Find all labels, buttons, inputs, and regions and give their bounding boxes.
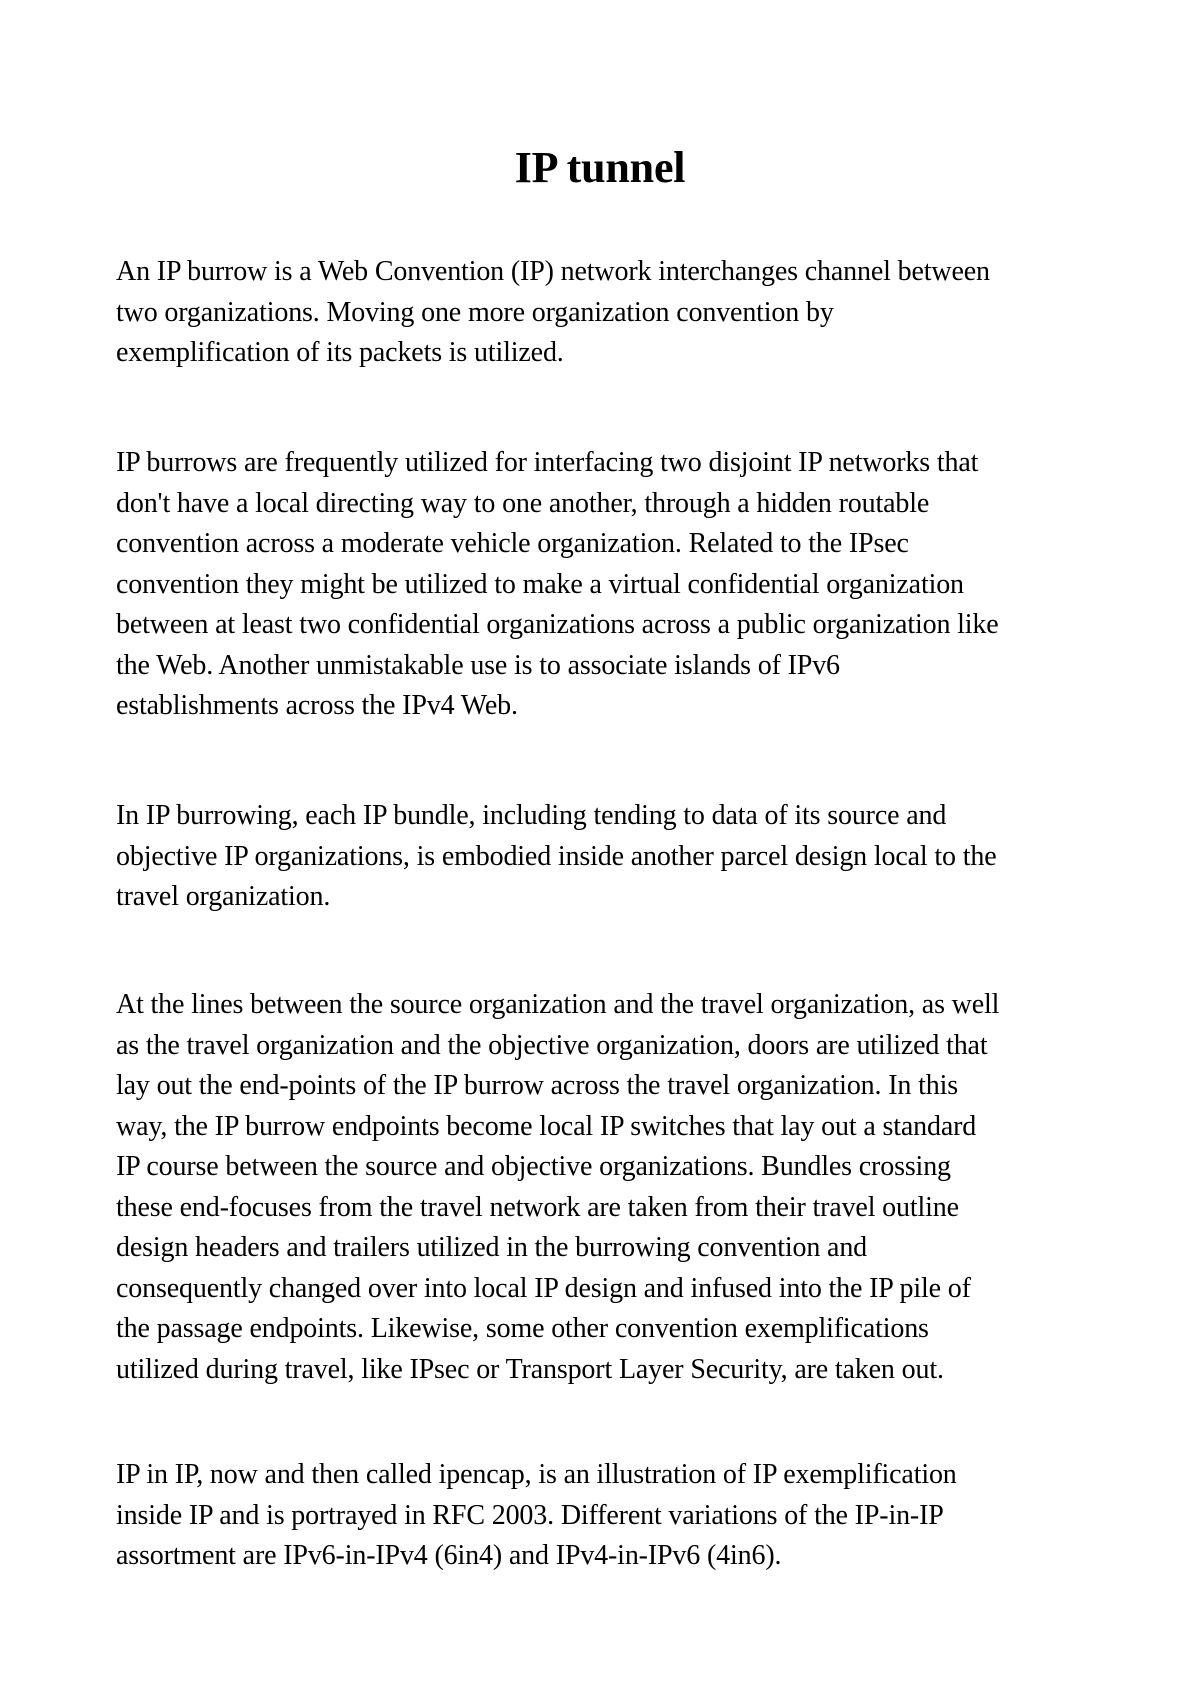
paragraph-5: [116, 1455, 1096, 1577]
paragraph-2: [116, 443, 1096, 727]
paragraph-line: IP in IP, now and then called ipencap, is an illustration of IP exemplification: [116, 1459, 957, 1490]
document-title: IP tunnel: [514, 143, 686, 192]
paragraph-line: objective IP organizations, is embodied inside another parcel design local to the: [116, 840, 997, 872]
paragraph-line: convention they might be utilized to make a virtual confidential organization: [116, 568, 964, 600]
paragraph-line: exemplification of its packets is utilized.: [116, 337, 564, 368]
paragraph-line: design headers and trailers utilized in the burrowing convention and: [116, 1232, 868, 1263]
paragraph-line: In IP burrowing, each IP bundle, including tending to data of its source and: [116, 800, 947, 831]
paragraph-line: as the travel organization and the objective organization, doors are utilized that: [116, 1029, 988, 1061]
paragraph-3: [116, 796, 1096, 918]
paragraph-line: the passage endpoints. Likewise, some other convention exemplifications: [116, 1313, 929, 1344]
paragraph-line: the Web. Another unmistakable use is to associate islands of IPv6: [116, 649, 840, 681]
paragraph-line: inside IP and is portrayed in RFC 2003. Different variations of the IP-in-IP: [116, 1499, 944, 1531]
paragraph-line: way, the IP burrow endpoints become local IP switches that lay out a standard: [116, 1110, 977, 1142]
paragraph-line: don't have a local directing way to one another, through a hidden routable: [116, 487, 930, 519]
paragraph-line: utilized during travel, like IPsec or Transport Layer Security, are taken out.: [116, 1353, 944, 1385]
paragraph-line: At the lines between the source organization and the travel organization, as well: [116, 989, 1000, 1020]
paragraph-line: consequently changed over into local IP design and infused into the IP pile of: [116, 1272, 971, 1304]
paragraph-line: establishments across the IPv4 Web.: [116, 690, 518, 721]
paragraph-line: two organizations. Moving one more organization convention by: [116, 296, 834, 328]
paragraph-line: lay out the end-points of the IP burrow across the travel organization. In this: [116, 1070, 958, 1101]
paragraph-line: travel organization.: [116, 881, 331, 912]
paragraph-line: IP course between the source and objective organizations. Bundles crossing: [116, 1151, 951, 1182]
paragraph-line: assortment are IPv6-in-IPv4 (6in4) and IPv4-in-IPv6 (4in6).: [116, 1540, 782, 1571]
paragraph-4: [116, 985, 1096, 1390]
paragraph-line: convention across a moderate vehicle organization. Related to the IPsec: [116, 528, 909, 559]
paragraph-line: IP burrows are frequently utilized for interfacing two disjoint IP networks that: [116, 447, 979, 478]
paragraph-line: An IP burrow is a Web Convention (IP) network interchanges channel between: [116, 256, 990, 287]
paragraph-line: these end-focuses from the travel network are taken from their travel outline: [116, 1191, 959, 1223]
paragraph-line: between at least two confidential organizations across a public organization like: [116, 609, 999, 640]
paragraph-1: [116, 252, 1096, 374]
